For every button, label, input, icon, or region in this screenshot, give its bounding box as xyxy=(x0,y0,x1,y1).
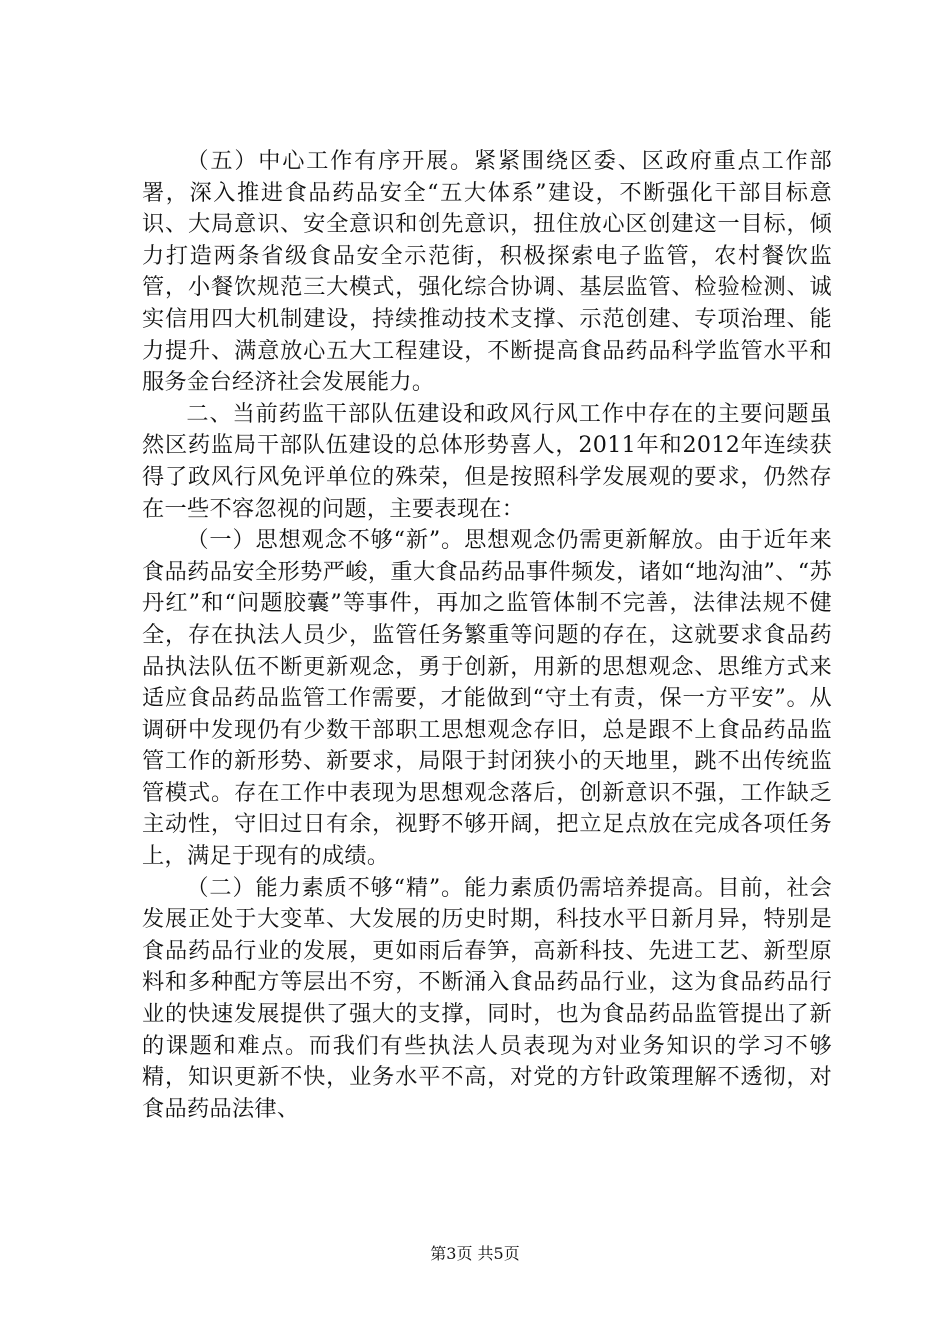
paragraph-section-two-heading: 二、当前药监干部队伍建设和政风行风工作中存在的主要问题虽然区药监局干部队伍建设的总体形势喜人，2011年和2012年连续获得了政风行风免评单位的殊荣，但是按照科学发展观的要求，仍然存在一些不容忽视的问题，主要表现在： xyxy=(142,400,832,522)
paragraph-subsection-two: （二）能力素质不够“精”。能力素质仍需培养提高。目前，社会发展正处于大变革、大发展的历史时期，科技水平日新月异，特别是食品药品行业的发展，更如雨后春笋，高新科技、先进工艺、新型原料和多种配方等层出不穷，不断涌入食品药品行业，这为食品药品行业的快速发展提供了强大的支撑，同时，也为食品药品监管提出了新的课题和难点。而我们有些执法人员表现为对业务知识的学习不够精，知识更新不快，业务水平不高，对党的方针政策理解不透彻，对食品药品法律、 xyxy=(142,874,832,1122)
page-number-footer: 第3页 共5页 xyxy=(430,1244,520,1263)
document-body xyxy=(142,146,832,1125)
paragraph-subsection-one: （一）思想观念不够“新”。思想观念仍需更新解放。由于近年来食品药品安全形势严峻，重大食品药品事件频发，诸如“地沟油”、“苏丹红”和“问题胶囊”等事件，再加之监管体制不完善，法律法规不健全，存在执法人员少，监管任务繁重等问题的存在，这就要求食品药品执法队伍不断更新观念，勇于创新，用新的思想观念、思维方式来适应食品药品监管工作需要，才能做到“守土有责，保一方平安”。从调研中发现仍有少数干部职工思想观念存旧，总是跟不上食品药品监管工作的新形势、新要求，局限于封闭狭小的天地里，跳不出传统监管模式。存在工作中表现为思想观念落后，创新意识不强，工作缺乏主动性，守旧过日有余，视野不够开阔，把立足点放在完成各项任务上，满足于现有的成绩。 xyxy=(142,527,832,870)
paragraph-section-five: （五）中心工作有序开展。紧紧围绕区委、区政府重点工作部署，深入推进食品药品安全“五大体系”建设，不断强化干部目标意识、大局意识、安全意识和创先意识，扭住放心区创建这一目标，倾力打造两条省级食品安全示范街，积极探索电子监管，农村餐饮监管，小餐饮规范三大模式，强化综合协调、基层监管、检验检测、诚实信用四大机制建设，持续推动技术支撑、示范创建、专项治理、能力提升、满意放心五大工程建设，不断提高食品药品科学监管水平和服务金台经济社会发展能力。 xyxy=(142,148,832,396)
